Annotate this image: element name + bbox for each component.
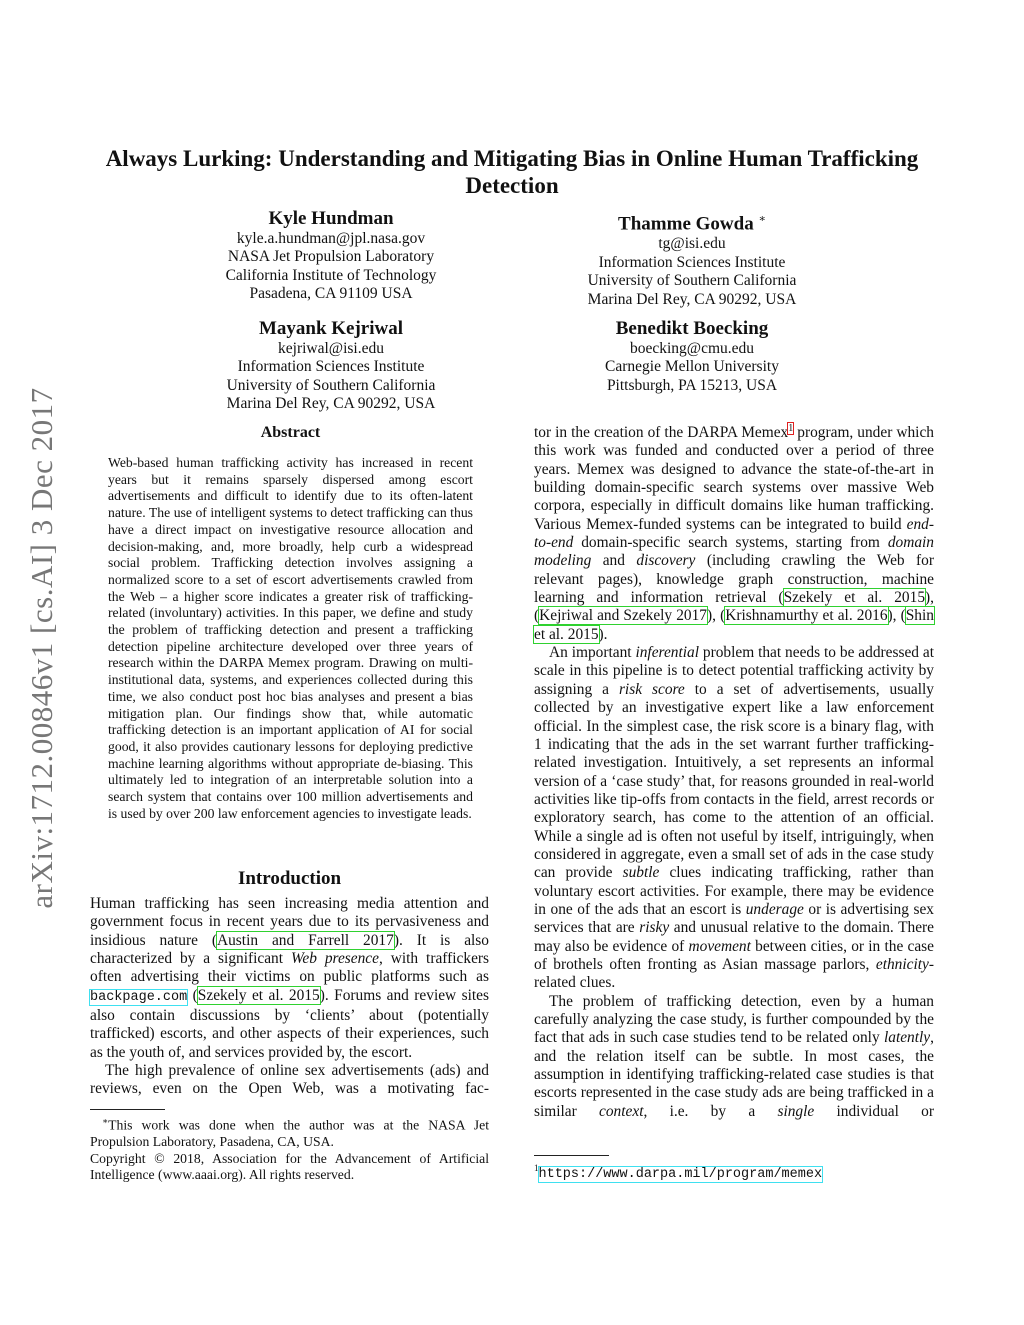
citation-link[interactable]: Shin et al. 2015 <box>534 607 934 643</box>
text-run: Human trafficking has seen increasing media attention and government focus in recent years due to its pervasiveness and insidious nature ( <box>90 895 489 949</box>
section-heading-introduction: Introduction <box>237 868 342 889</box>
text-run: , with traffickers often advertising their victims on public platforms such as <box>90 950 490 986</box>
emphasis-text: latently <box>883 1029 931 1047</box>
emphasis-text: ethnicity <box>875 955 929 973</box>
footnote-rule <box>534 1155 609 1156</box>
abstract-heading: Abstract <box>260 424 321 441</box>
author-block <box>171 318 491 414</box>
text-run: or is advertising sex services that are <box>534 900 934 937</box>
emphasis-text: single <box>777 1102 815 1120</box>
emphasis-text: movement <box>688 937 751 955</box>
text-run: program, under which this work was funded and conducted over a period of three years. Memex was designed to advance the state-of-the-art in building domain-specific search systems over massive Web corpora, especially in difficult domains like human trafficking. Various Memex-funded systems can be integrated to build <box>534 424 934 533</box>
author-email: kyle.a.hundman@jpl.nasa.gov <box>236 230 426 247</box>
text-run: An important <box>549 644 636 662</box>
text-run: The high prevalence of online sex advertisements (ads) and reviews, even on the Open Web, was a motivating fac- <box>90 1062 489 1098</box>
text-run: ), ( <box>534 589 935 625</box>
author-name: Mayank Kejriwal <box>258 318 404 339</box>
author-address: Pittsburgh, PA 15213, USA <box>606 376 778 394</box>
author-affiliation: University of Southern California <box>587 272 797 290</box>
text-run: -related clues. <box>534 955 934 992</box>
footnote-ref-link[interactable]: 1 <box>788 422 794 434</box>
author-email: kejriwal@isi.edu <box>278 340 384 357</box>
text-run: ). It is also characterized by a significant <box>90 931 489 968</box>
abstract-text: Web-based human trafficking activity has increased in recent years but it remains sparsely dispersed among escort advertisements and difficult to identify due to its often-latent nature. The use of intelligent systems to detect trafficking can thus have a direct impact on investigative resource allocation and decision-making, and, more broadly, help curb a widespread social problem. Trafficking detection involves assigning a normalized score to a set of escort advertisements crawled from the Web – a higher score indicates a greater risk of trafficking-related (involuntary) activities. In this paper, we define and study the problem of trafficking detection and present a trafficking detection pipeline architecture developed over three years of research within the DARPA Memex program. Drawing on multi-institutional data, systems, and experiences collected during this time, we also conduct post hoc bias analyses and present a bias mitigation plan. Our findings show that, while automatic trafficking detection is an important application of AI for social good, it also provides cautionary lessons for deploying predictive machine learning algorithms without appropriate de-biasing. This ultimately led to integration of an interpretable solution into a search system that contains over 100 million advertisements and is used by over 200 law enforcement agencies to investigate leads. <box>108 455 473 821</box>
author-footnote-mark: ∗ <box>758 213 766 225</box>
author-email: tg@isi.edu <box>658 235 726 253</box>
emphasis-text: risk score <box>618 680 685 698</box>
author-affiliation: California Institute of Technology <box>225 266 437 284</box>
paragraph <box>534 424 934 644</box>
author-name: Thamme Gowda <box>618 213 754 235</box>
citation-link[interactable]: Krishnamurthy et al. 2016 <box>725 607 888 625</box>
author-address: Marina Del Rey, CA 90292, USA <box>587 290 797 308</box>
text-run: domain-specific search systems, starting from <box>573 534 888 552</box>
paragraph <box>90 895 489 1062</box>
citation-link[interactable]: Szekely et al. 2015 <box>783 589 926 607</box>
emphasis-text: inferential <box>635 644 699 662</box>
text-run: ). <box>598 625 608 643</box>
text-run: to a set of advertisements, usually collected by an investigative expert like a law enforcement official. In the simplest case, the risk score is a binary flag, with 1 indicating that the ads in the set warrant further trafficking-related investigation. Intuitively, a set represents an informal version of a ‘case study’ that, for reasons grounded in real-world activities like tip-offs from contacts in the field, arrest records or exploratory search, has come to the attention of an official. While a single ad is often not useful by itself, intriguingly, when considered in aggregate, even a small set of ads in the case study can provide <box>534 680 934 882</box>
emphasis-text: underage <box>745 900 804 918</box>
text-run: ), ( <box>707 607 726 625</box>
arxiv-identifier-stamp: arXiv:1712.00846v1 [cs.AI] 3 Dec 2017 <box>24 387 59 909</box>
right-footnotes <box>534 1155 934 1183</box>
text-run: ), ( <box>887 607 906 625</box>
footnote-text: This work was done when the author was at the NASA Jet Propulsion Laboratory, Pasadena, CA, USA. <box>90 1117 489 1150</box>
author-block <box>532 318 852 395</box>
author-name: Benedikt Boecking <box>615 318 769 339</box>
text-run: and <box>591 552 637 570</box>
author-block <box>171 208 491 304</box>
author-affiliation: NASA Jet Propulsion Laboratory <box>227 248 435 266</box>
author-affiliation: University of Southern California <box>226 376 436 394</box>
footnote-url-link[interactable]: https://www.darpa.mil/program/memex <box>538 1166 823 1182</box>
text-run: and unusual relative to the domain. There may also be evidence of <box>534 919 934 955</box>
author-email: boecking@cmu.edu <box>629 340 755 357</box>
emphasis-text: domain modeling <box>534 534 934 570</box>
paragraph <box>534 644 934 993</box>
left-footnotes <box>90 1109 489 1184</box>
author-block <box>532 208 852 309</box>
emphasis-text: discovery <box>636 552 696 570</box>
paper-title: Always Lurking: Understanding and Mitigating Bias in Online Human Trafficking Detection <box>105 146 919 198</box>
text-run: The problem of trafficking detection, even by a human carefully analyzing the case study, is further compounded by the fact that ads in such case studies tend to be related only <box>534 992 934 1047</box>
paragraph <box>90 1062 489 1099</box>
footnote-mark: ∗ <box>102 1116 109 1126</box>
right-column-body <box>534 424 934 1121</box>
left-column-body <box>90 895 489 1099</box>
emphasis-text: context <box>599 1102 644 1120</box>
author-name: Kyle Hundman <box>268 208 394 229</box>
citation-link[interactable]: Austin and Farrell 2017 <box>217 931 394 949</box>
author-address: Marina Del Rey, CA 90292, USA <box>226 395 436 413</box>
emphasis-text: subtle <box>622 864 660 882</box>
text-run: (including crawling the Web for relevant pages), knowledge graph construction, machine learning and information retrieval ( <box>534 552 934 607</box>
citation-link[interactable]: Szekely et al. 2015 <box>197 986 320 1004</box>
footnote-rule <box>90 1109 165 1110</box>
author-affiliation: Carnegie Mellon University <box>605 358 779 376</box>
text-run: ). Forums and review sites also contain discussions by ‘clients’ about (potentially trafficked) escorts, and other aspects of their experiences, such as the youth of, and services provided by, the escort. <box>90 986 489 1061</box>
author-affiliation: Information Sciences Institute <box>237 358 425 376</box>
text-run: , and the relation itself can be subtle. In most cases, the assumption in identifying trafficking-related case studies is that escorts represented in the case study ads are being trafficked in a similar <box>534 1029 934 1120</box>
text-run: individual or <box>814 1102 935 1120</box>
emphasis-text: risky <box>639 919 670 937</box>
text-run: between cities, or in the case of brothels often fronting as Asian massage parlors, <box>534 937 935 973</box>
copyright-notice: Copyright © 2018, Association for the Advancement of Artificial Intelligence (www.aaai.org). All rights reserved. <box>90 1150 489 1183</box>
emphasis-text: Web presence <box>290 950 379 968</box>
text-run: , i.e. by a <box>643 1102 778 1120</box>
emphasis-text: end-to-end <box>534 515 934 552</box>
author-address: Pasadena, CA 91109 USA <box>249 285 413 303</box>
citation-link[interactable]: Kejriwal and Szekely 2017 <box>539 607 708 625</box>
text-run: ( <box>187 986 198 1004</box>
author-affiliation: Information Sciences Institute <box>598 253 786 271</box>
paragraph <box>534 993 934 1121</box>
text-run: clues indicating trafficking, rather than voluntary escort activities. For example, there may be evidence in one of the ads that an escort is <box>534 864 934 918</box>
url-link[interactable]: backpage.com <box>90 989 188 1005</box>
text-run: problem that needs to be addressed at scale in this pipeline is to detect potential trafficking activity by assigning a <box>534 644 934 698</box>
text-run: tor in the creation of the DARPA Memex <box>534 424 789 441</box>
footnote-mark: 1 <box>534 1163 539 1173</box>
